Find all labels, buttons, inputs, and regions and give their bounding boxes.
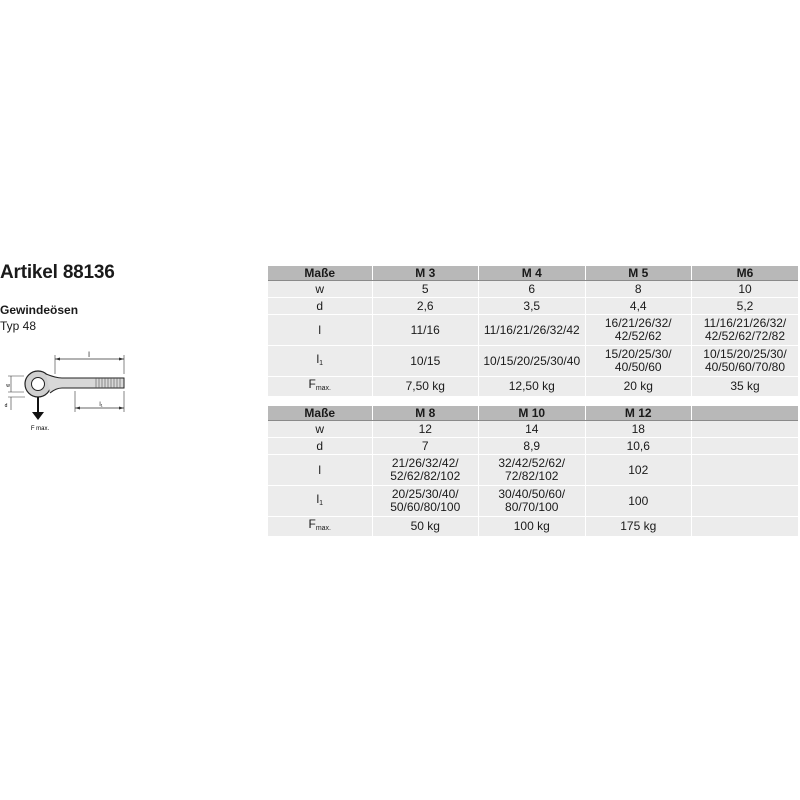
table-header-row <box>268 406 798 421</box>
table-row <box>268 421 798 438</box>
product-name: Gewindeösen <box>0 303 79 317</box>
header-cell: M6 <box>692 266 799 281</box>
table-body <box>268 281 798 397</box>
spec-table-2 <box>268 406 798 537</box>
row-label: $l_1$ <box>268 346 372 377</box>
table-cell: 10/15/20/25/30/ 40/50/60/70/80 <box>692 346 799 377</box>
table-cell: 11/16/21/26/32/42 <box>479 315 586 346</box>
row-label: w <box>268 421 372 438</box>
table-cell: 10/15/20/25/30/40 <box>479 346 586 377</box>
article-title: Artikel 88136 <box>0 262 115 283</box>
product-type: Typ 48 <box>0 319 37 333</box>
header-cell: Maße <box>268 406 372 421</box>
spec-table-1 <box>268 266 798 397</box>
table-cell: 21/26/32/42/ 52/62/82/102 <box>372 455 479 486</box>
header-cell: M 4 <box>479 266 586 281</box>
table-cell <box>692 486 799 517</box>
force-label: F max. <box>30 426 50 432</box>
table-cell: 7,50 kg <box>372 377 479 397</box>
table-cell: 11/16 <box>372 315 479 346</box>
table-cell: 10 <box>692 281 799 298</box>
table-cell <box>692 517 799 537</box>
table-cell: 3,5 <box>479 298 586 315</box>
table-cell: 5,2 <box>692 298 799 315</box>
table-body <box>268 421 798 537</box>
row-label: w <box>268 281 372 298</box>
table-row <box>268 486 798 517</box>
table-cell: 100 <box>585 486 692 517</box>
table-cell: 102 <box>585 455 692 486</box>
table-row <box>268 377 798 397</box>
table-cell: 35 kg <box>692 377 799 397</box>
header-cell: M 5 <box>585 266 692 281</box>
dim-l-label: l <box>88 352 90 359</box>
table-cell: 20/25/30/40/ 50/60/80/100 <box>372 486 479 517</box>
table-cell: 14 <box>479 421 586 438</box>
table-cell <box>692 421 799 438</box>
header-cell: M 8 <box>372 406 479 421</box>
table-cell: 7 <box>372 438 479 455</box>
table-row <box>268 455 798 486</box>
table-cell: 8,9 <box>479 438 586 455</box>
table-cell: 8 <box>585 281 692 298</box>
row-label: d <box>268 298 372 315</box>
table-cell: 20 kg <box>585 377 692 397</box>
table-cell: 50 kg <box>372 517 479 537</box>
header-cell <box>692 406 799 421</box>
dim-d-label: d <box>4 403 8 409</box>
table-cell: 10,6 <box>585 438 692 455</box>
row-label: $F_{max.}$ <box>268 517 372 537</box>
header-cell: Maße <box>268 266 372 281</box>
header-cell: M 3 <box>372 266 479 281</box>
table-cell <box>692 438 799 455</box>
table-cell: 6 <box>479 281 586 298</box>
table-cell: 30/40/50/60/ 80/70/100 <box>479 486 586 517</box>
table-cell: 15/20/25/30/ 40/50/60 <box>585 346 692 377</box>
header-cell: M 12 <box>585 406 692 421</box>
table-cell: 4,4 <box>585 298 692 315</box>
table-row <box>268 346 798 377</box>
table-cell: 18 <box>585 421 692 438</box>
row-label: $l_1$ <box>268 486 372 517</box>
table-cell <box>692 455 799 486</box>
table-cell: 12 <box>372 421 479 438</box>
row-label: $F_{max.}$ <box>268 377 372 397</box>
table-cell: 32/42/52/62/ 72/82/102 <box>479 455 586 486</box>
table-row <box>268 281 798 298</box>
dim-w-label: w <box>6 383 10 389</box>
table-cell: 100 kg <box>479 517 586 537</box>
table-header-row <box>268 266 798 281</box>
table-cell: 12,50 kg <box>479 377 586 397</box>
table-cell: 5 <box>372 281 479 298</box>
header-cell: M 10 <box>479 406 586 421</box>
table-row <box>268 298 798 315</box>
eye-bolt-drawing <box>0 346 130 436</box>
row-label: d <box>268 438 372 455</box>
table-cell: 11/16/21/26/32/ 42/52/62/72/82 <box>692 315 799 346</box>
dim-l1-label: l₁ <box>99 402 103 408</box>
table-row <box>268 517 798 537</box>
table-cell: 16/21/26/32/ 42/52/62 <box>585 315 692 346</box>
row-label: l <box>268 455 372 486</box>
table-cell: 175 kg <box>585 517 692 537</box>
table-row <box>268 315 798 346</box>
table-cell: 10/15 <box>372 346 479 377</box>
table-cell: 2,6 <box>372 298 479 315</box>
row-label: l <box>268 315 372 346</box>
table-row <box>268 438 798 455</box>
